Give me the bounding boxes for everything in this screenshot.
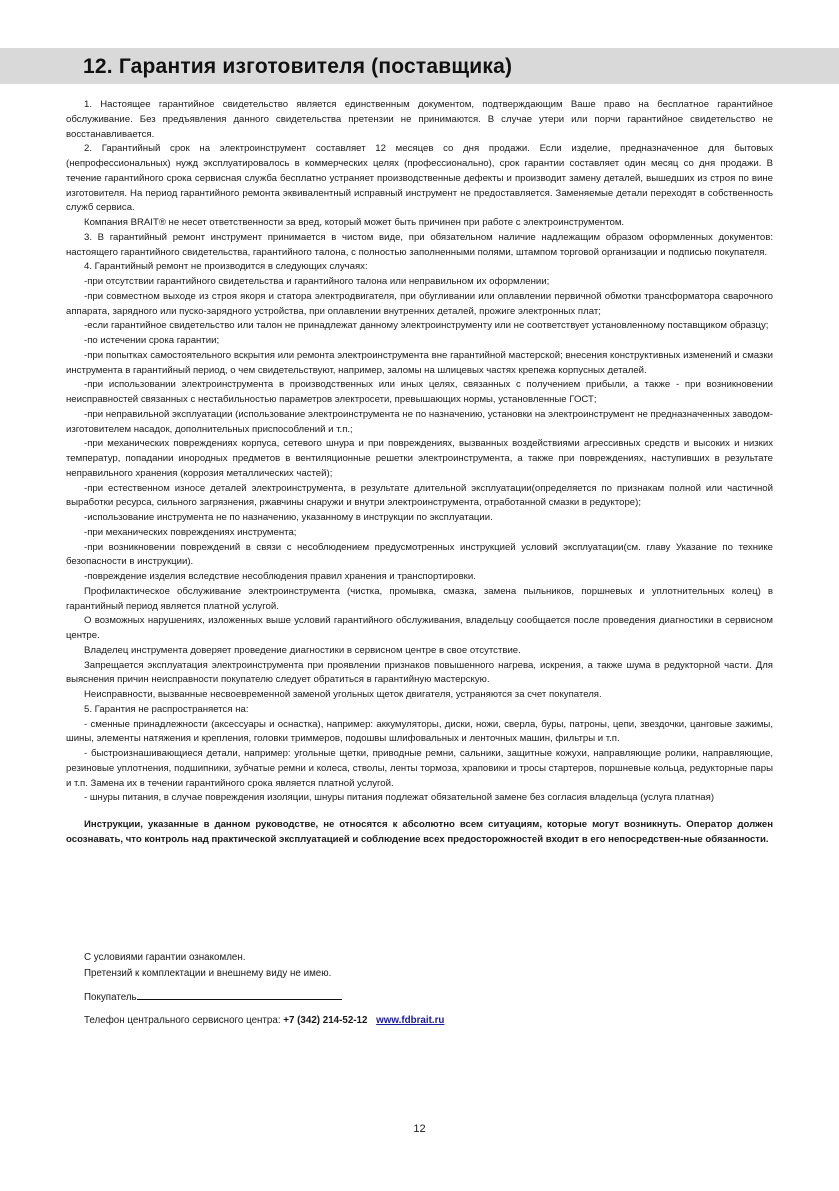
warranty-text — [66, 98, 773, 848]
paragraph: -если гарантийное свидетельство или талон не принадлежат данному электроинструменту или не соответствует установленному поставщиком образцу; — [84, 320, 769, 332]
signature-block — [84, 950, 444, 1028]
paragraph: -использование инструмента не по назначению, указанному в инструкции по эксплуатации. — [84, 512, 493, 523]
paragraph: - шнуры питания, в случае повреждения изоляции, шнуры питания подлежат обязательной замене без согласия владельца (услуга платная) — [84, 792, 715, 804]
paragraph: -при неправильной эксплуатации (использование электроинструмента не по назначению, установки на электроинструмент не предназначенных заводом-изготовителем насадок, дополнительных приспособлений и т.п.; — [66, 408, 773, 435]
paragraph: -при механических повреждениях инструмента; — [84, 526, 297, 538]
paragraph: Запрещается эксплуатация электроинструмента при проявлении признаков повышенного нагрева, искрения, а также шума в редукторной части. Для выяснения причин неисправности покупателю следует обратиться в гарантийную мастерскую. — [66, 659, 773, 686]
page-number: 12 — [413, 1123, 426, 1135]
paragraph: Владелец инструмента доверяет проведение диагностики в сервисном центре в свое отсутствие. — [84, 644, 521, 656]
paragraph: Профилактическое обслуживание электроинструмента (чистка, промывка, смазка, замена пыльников, поршневых и уплотнительных колец) в гарантийный период является платной услугой. — [66, 585, 773, 612]
paragraph: Компания BRAIT® не несет ответственности за вред, который может быть причинен при работе с электроинструментом. — [84, 217, 625, 228]
no-claims-text: Претензий к комплектации и внешнему виду не имею. — [84, 967, 332, 979]
safety-notice: Инструкции, указанные в данном руководстве, не относятся к абсолютно всем ситуациям, которые могут возникнуть. Оператор должен осознавать, что контроль над практической эксплуатацией и соблюдение всех предосторожностей входит в его непосредствен-ные обязанности. — [66, 819, 773, 845]
website-link[interactable]: www.fdbrait.ru — [376, 1014, 445, 1026]
page-title: 12. Гарантия изготовителя (поставщика) — [83, 55, 513, 78]
agree-text: С условиями гарантии ознакомлен. — [84, 952, 246, 963]
paragraph: -при возникновении повреждений в связи с несоблюдением предусмотренных инструкцией условий эксплуатации(см. главу Указание по технике безопасности в инструкции). — [66, 541, 773, 568]
paragraph: -по истечении срока гарантии; — [84, 335, 220, 346]
paragraph: -при попытках самостоятельного вскрытия или ремонта электроинструмента вне гарантийной мастерской; внесения конструктивных изменений и смазки инструмента в гарантийный период, о чем свидетельствуют, например, заломы на шлицевых частях крепежа корпусных деталей. — [66, 349, 773, 376]
paragraph: 2. Гарантийный срок на электроинструмент составляет 12 месяцев со дня продажи. Если изделие, предназначенное для бытовых (непрофессиональных) нужд эксплуатировалось в коммерческих целях (профессионально), срок гарантии составляет один месяц со дня продажи. В течение гарантийного срока сервисная служба бесплатно устраняет производственные дефекты и производит замену деталей, вышедших из строя по вине изготовителя. На период гарантийного ремонта эквивалентный исправный инструмент не предоставляется. Заменяемые детали переходят в собственность служб сервиса. — [66, 143, 773, 214]
buyer-signature-field[interactable] — [137, 989, 342, 1000]
paragraph: -повреждение изделия вследствие несоблюдения правил хранения и транспортировки. — [84, 571, 476, 582]
buyer-line — [84, 989, 444, 1006]
paragraph: -при использовании электроинструмента в производственных или иных целях, связанных с получением прибыли, а также - при возникновении неисправностей связанных с нестабильностью параметров электросети, превышающих нормы, установленные ГОСТ; — [66, 379, 773, 405]
buyer-label: Покупатель — [84, 992, 137, 1003]
paragraph: - быстроизнашивающиеся детали, например: угольные щетки, приводные ремни, сальники, защитные кожухи, направляющие ролики, направляющие, резиновые уплотнения, подшипники, зубчатые ремни и колеса, стволы, ленты тормоза, храповики и тросы стартеров, поршневые кольца, редукторные пары и т.п. Замена их в течении гарантийного срока является платной услугой. — [66, 748, 773, 789]
paragraph: 4. Гарантийный ремонт не производится в следующих случаях: — [84, 261, 368, 273]
paragraph: Неисправности, вызванные несвоевременной заменой угольных щеток двигателя, устраняются за счет покупателя. — [84, 689, 602, 700]
paragraph: 3. В гарантийный ремонт инструмент принимается в чистом виде, при обязательном наличие надлежащим образом оформленных документов: настоящего гарантийного свидетельства, гарантийного талона, с полностью заполненными полями, штампом торговой организации и подписью покупателя. — [66, 231, 773, 258]
phone-label: Телефон центрального сервисного центра: — [84, 1014, 281, 1026]
paragraph: -при отсутствии гарантийного свидетельства и гарантийного талона или неправильном их оформлении; — [84, 276, 550, 287]
paragraph: 1. Настоящее гарантийное свидетельство является единственным документом, подтверждающим Ваше право на бесплатное гарантийное обслуживание. Без предъявления данного свидетельства претензии не принимаются. В случае утери или порчи гарантийное свидетельство не восстанавливается. — [66, 99, 773, 140]
paragraph: -при совместном выходе из строя якоря и статора электродвигателя, при обугливании или оплавлении первичной обмотки трансформатора сварочного аппарата, зарядного или пуско-зарядного устройства, при оплавлении внутренних деталей, прожиге электронных плат; — [66, 290, 773, 317]
paragraph: -при механических повреждениях корпуса, сетевого шнура и при повреждениях, вызванных воздействиями агрессивных средств и высоких и низких температур, попадании инородных предметов в вентиляционные решетки электроинструмента, а также при повреждениях, наступивших в результате неправильного хранения (коррозия металлических частей); — [66, 438, 773, 479]
phone-number: +7 (342) 214-52-12 — [283, 1014, 368, 1026]
paragraph: 5. Гарантия не распространяется на: — [84, 703, 249, 715]
service-contact — [84, 1013, 444, 1029]
paragraph: О возможных нарушениях, изложенных выше условий гарантийного обслуживания, владельцу сообщается после проведения диагностики в сервисном центре. — [66, 615, 773, 641]
paragraph: -при естественном износе деталей электроинструмента, в результате длительной эксплуатации(определяется по признакам полной или частичной выработки ресурса, сильного загрязнения, ржавчины снаружи и внутри электроинструмента, отработанной смазки в редукторе); — [66, 482, 773, 509]
paragraph: - сменные принадлежности (аксессуары и оснастка), например: аккумуляторы, диски, ножи, сверла, буры, патроны, цепи, звездочки, цанговые зажимы, шины, элементы натяжения и крепления, головки триммеров, подошвы шлифовальных и ленточных машин, фильтры и т.п. — [66, 718, 773, 745]
